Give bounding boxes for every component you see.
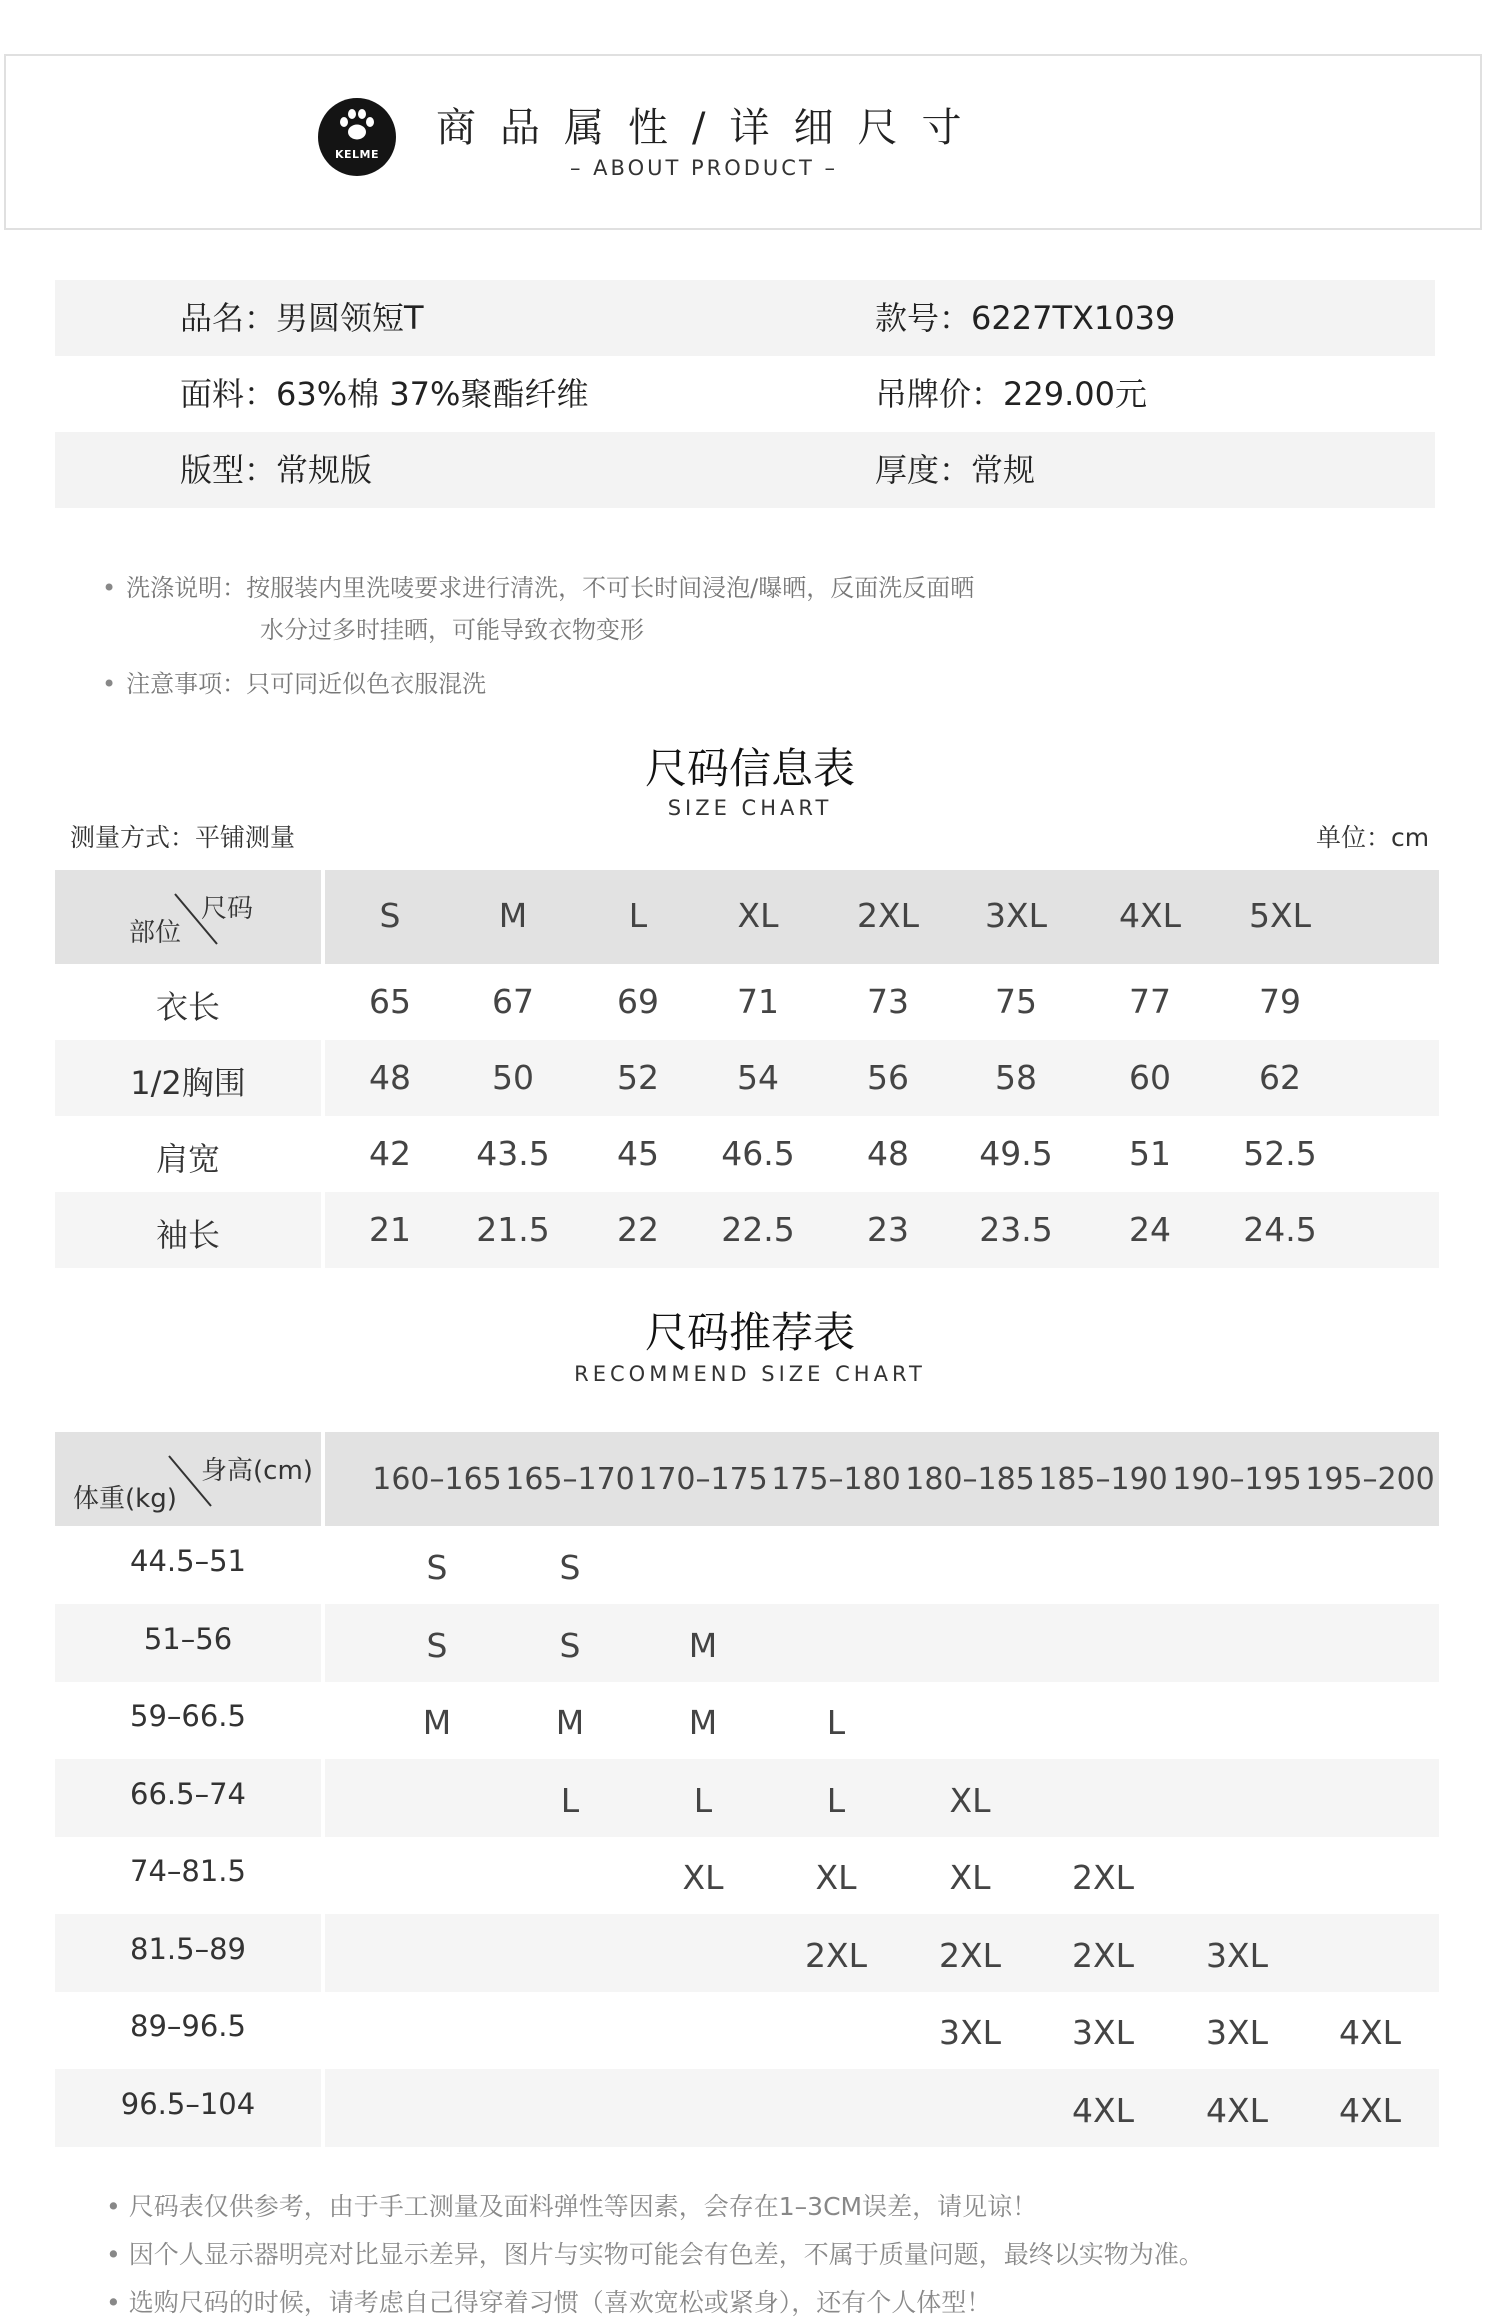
height-header-cell: 165–170 — [505, 1462, 635, 1497]
size-header-cell: 4XL — [1119, 896, 1181, 935]
table-cell: XL — [682, 1858, 724, 1897]
column-separator — [321, 1040, 325, 1116]
row-label: 59–66.5 — [130, 1699, 246, 1733]
table-cell: M — [555, 1703, 585, 1742]
row-label: 81.5–89 — [130, 1931, 246, 1966]
table-cell: 3XL — [1206, 2013, 1268, 2052]
table-cell: 4XL — [1206, 2090, 1268, 2130]
logo-wordmark: KELME — [334, 148, 379, 161]
table-cell: 23 — [867, 1210, 909, 1249]
attribute-thickness: 厚度：常规 — [875, 451, 1036, 489]
corner-diagonal — [173, 892, 219, 946]
table-cell: 48 — [867, 1134, 909, 1173]
table-cell: 77 — [1129, 982, 1171, 1021]
table-header-row — [55, 1432, 1439, 1526]
corner-top-label: 身高(cm) — [201, 1456, 313, 1486]
attribute-fabric: 面料：63%棉 37%聚酯纤维 — [180, 375, 589, 413]
recommend-chart-subtitle: RECOMMEND SIZE CHART — [574, 1362, 926, 1386]
table-cell: M — [422, 1703, 452, 1742]
table-cell: 22 — [617, 1210, 659, 1249]
attribute-row — [55, 280, 1435, 356]
table-cell: 3XL — [1206, 1935, 1268, 1975]
column-separator — [321, 1604, 325, 1682]
attribute-row — [55, 356, 1435, 432]
wash-note-line2: 水分过多时挂晒，可能导致衣物变形 — [260, 616, 644, 644]
footer-note: • 因个人显示器明亮对比显示差异，图片与实物可能会有色差，不属于质量问题，最终以实物为准。 — [106, 2235, 1204, 2271]
column-separator — [321, 1914, 325, 1992]
table-cell: 4XL — [1072, 2090, 1134, 2130]
corner-top-label: 尺码 — [201, 894, 254, 924]
brand-logo — [318, 98, 396, 176]
table-cell: L — [826, 1780, 846, 1820]
table-cell: XL — [815, 1858, 857, 1897]
column-separator — [321, 1759, 325, 1837]
table-cell: 62 — [1259, 1058, 1301, 1097]
table-cell: 23.5 — [979, 1210, 1053, 1249]
table-cell: 65 — [369, 982, 411, 1021]
table-cell: 2XL — [805, 1935, 867, 1975]
table-cell: 51 — [1129, 1134, 1171, 1173]
row-label: 89–96.5 — [130, 2009, 246, 2043]
measure-method: 测量方式：平铺测量 — [70, 823, 296, 852]
unit-label: 单位：cm — [1316, 823, 1430, 852]
size-header-cell: 3XL — [985, 896, 1047, 935]
column-separator — [321, 964, 325, 1040]
table-row — [55, 1192, 1439, 1268]
height-header-cell: 160–165 — [372, 1462, 502, 1497]
table-cell: 24 — [1129, 1210, 1171, 1249]
row-label: 44.5–51 — [130, 1544, 246, 1578]
table-cell: 4XL — [1339, 2090, 1401, 2130]
table-cell: 4XL — [1339, 2013, 1401, 2052]
footer-note: • 选购尺码的时候，请考虑自己得穿着习惯（喜欢宽松或紧身），还有个人体型！ — [106, 2283, 991, 2319]
attribute-name: 品名：男圆领短T — [180, 299, 424, 337]
caution-note: • 注意事项：只可同近似色衣服混洗 — [102, 664, 486, 699]
size-header-cell: 5XL — [1249, 896, 1311, 935]
table-cell: 3XL — [939, 2013, 1001, 2052]
table-cell: L — [560, 1780, 580, 1820]
column-separator — [321, 2069, 325, 2147]
table-row — [55, 1526, 1439, 1604]
table-cell: 79 — [1259, 982, 1301, 1021]
column-separator — [321, 1991, 325, 2069]
table-cell: XL — [949, 1780, 991, 1820]
table-cell: 3XL — [1072, 2013, 1134, 2052]
table-cell: 42 — [369, 1134, 411, 1173]
table-row — [55, 1681, 1439, 1759]
table-cell: 71 — [737, 982, 779, 1021]
row-label: 74–81.5 — [130, 1854, 246, 1888]
table-row — [55, 964, 1439, 1040]
height-header-cell: 195–200 — [1305, 1462, 1435, 1497]
table-cell: 56 — [867, 1058, 909, 1097]
table-cell: 73 — [867, 982, 909, 1021]
size-header-cell: 2XL — [857, 896, 919, 935]
table-cell: S — [559, 1548, 581, 1587]
table-row — [55, 1116, 1439, 1192]
table-cell: 43.5 — [476, 1134, 550, 1173]
column-separator — [321, 1116, 325, 1192]
table-cell: 2XL — [939, 1935, 1001, 1975]
table-cell: S — [559, 1625, 581, 1665]
recommend-chart-table — [55, 1432, 1439, 2146]
row-label: 衣长 — [155, 988, 220, 1026]
page-title: 商品属性/详细尺寸 — [436, 105, 986, 151]
table-row — [55, 1040, 1439, 1116]
table-cell: 50 — [492, 1058, 534, 1097]
table-row — [55, 1604, 1439, 1682]
attribute-fit: 版型：常规版 — [180, 451, 373, 489]
row-label: 96.5–104 — [120, 2086, 256, 2121]
column-separator — [321, 1681, 325, 1759]
height-header-cell: 180–185 — [905, 1462, 1035, 1497]
size-header-cell: L — [628, 896, 648, 935]
table-cell: 52 — [617, 1058, 659, 1097]
table-cell: L — [826, 1703, 846, 1742]
table-cell: 75 — [995, 982, 1037, 1021]
table-cell: 69 — [617, 982, 659, 1021]
table-cell: 22.5 — [721, 1210, 795, 1249]
table-cell: 21 — [369, 1210, 411, 1249]
column-separator — [321, 1836, 325, 1914]
row-label: 51–56 — [143, 1621, 233, 1656]
table-cell: M — [688, 1703, 718, 1742]
table-cell: 2XL — [1072, 1935, 1134, 1975]
table-cell: M — [688, 1625, 718, 1665]
table-cell: 49.5 — [979, 1134, 1053, 1173]
table-cell: L — [693, 1780, 713, 1820]
table-cell: 24.5 — [1243, 1210, 1317, 1249]
attribute-price: 吊牌价：229.00元 — [875, 375, 1147, 413]
size-header-cell: XL — [737, 896, 779, 935]
paw-icon — [338, 108, 376, 144]
corner-bottom-label: 体重(kg) — [73, 1484, 177, 1514]
table-cell: XL — [949, 1858, 991, 1897]
table-cell: 45 — [617, 1134, 659, 1173]
size-chart-subtitle: SIZE CHART — [667, 796, 833, 820]
table-row — [55, 1914, 1439, 1992]
table-row — [55, 1759, 1439, 1837]
table-cell: 54 — [737, 1058, 779, 1097]
table-cell: 52.5 — [1243, 1134, 1317, 1173]
height-header-cell: 190–195 — [1172, 1462, 1302, 1497]
table-cell: S — [426, 1625, 448, 1665]
corner-diagonal — [167, 1454, 213, 1508]
size-chart-table — [55, 870, 1439, 1266]
table-cell: 67 — [492, 982, 534, 1021]
column-separator — [321, 1526, 325, 1604]
table-header-row — [55, 870, 1439, 964]
size-chart-title: 尺码信息表 — [644, 744, 855, 793]
row-label: 袖长 — [155, 1216, 220, 1254]
table-cell: 58 — [995, 1058, 1037, 1097]
table-row — [55, 2069, 1439, 2147]
height-header-cell: 185–190 — [1038, 1462, 1168, 1497]
page-subtitle: – ABOUT PRODUCT – — [570, 156, 838, 180]
height-header-cell: 175–180 — [771, 1462, 901, 1497]
size-header-cell: M — [498, 896, 528, 935]
recommend-chart-title: 尺码推荐表 — [644, 1308, 855, 1357]
row-label: 1/2胸围 — [130, 1064, 246, 1102]
wash-note: • 洗涤说明：按服装内里洗唛要求进行清洗，不可长时间浸泡/曝晒，反面洗反面晒 — [102, 568, 974, 603]
row-label: 66.5–74 — [130, 1776, 246, 1811]
attribute-row — [55, 432, 1435, 508]
footer-note: • 尺码表仅供参考，由于手工测量及面料弹性等因素，会存在1–3CM误差，请见谅！ — [106, 2187, 1037, 2223]
attribute-style-no: 款号：6227TX1039 — [875, 299, 1176, 337]
table-cell: S — [426, 1548, 448, 1587]
table-cell: 60 — [1129, 1058, 1171, 1097]
table-cell: 46.5 — [721, 1134, 795, 1173]
table-row — [55, 1836, 1439, 1914]
height-header-cell: 170–175 — [638, 1462, 768, 1497]
table-cell: 2XL — [1072, 1858, 1134, 1897]
table-cell: 48 — [369, 1058, 411, 1097]
corner-bottom-label: 部位 — [129, 918, 182, 948]
size-header-cell: S — [379, 896, 401, 935]
table-cell: 21.5 — [476, 1210, 550, 1249]
table-row — [55, 1991, 1439, 2069]
column-separator — [321, 1192, 325, 1268]
row-label: 肩宽 — [155, 1140, 220, 1178]
